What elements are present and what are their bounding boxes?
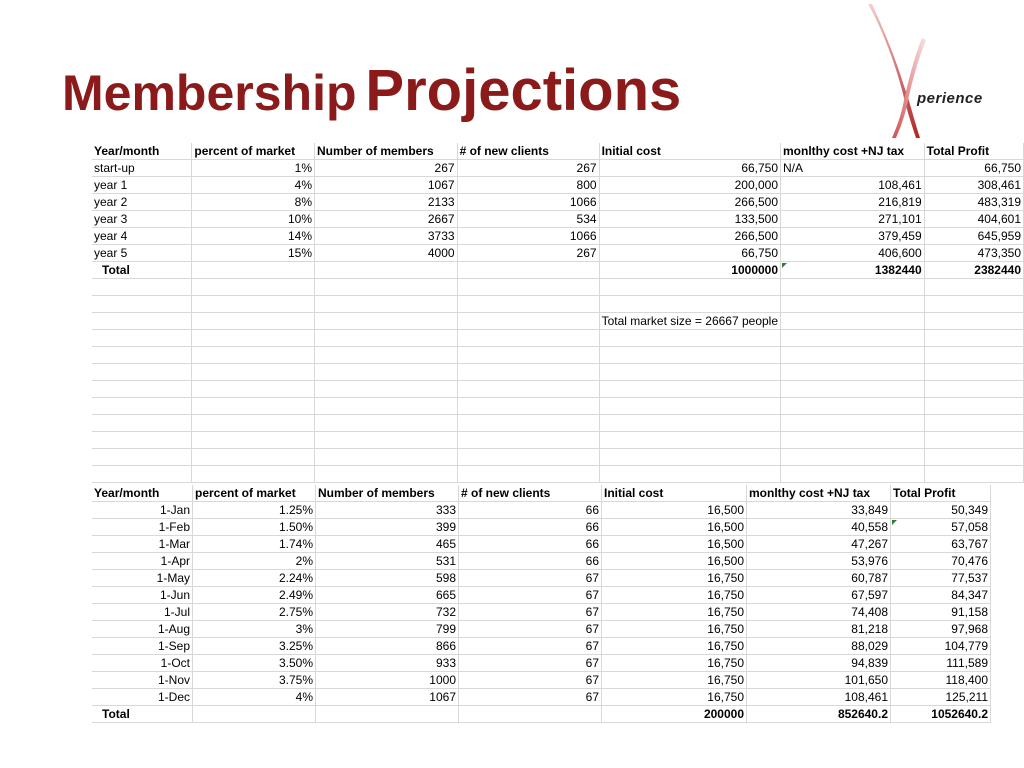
table-cell: 800 bbox=[457, 177, 599, 194]
table-cell: 1.74% bbox=[193, 536, 316, 553]
table-row bbox=[92, 672, 991, 689]
table-row bbox=[92, 655, 991, 672]
table-cell: 1-Mar bbox=[92, 536, 193, 553]
empty-cell bbox=[457, 381, 599, 398]
table-row bbox=[92, 638, 991, 655]
total-monthly-cost: 852640.2 bbox=[747, 706, 891, 723]
empty-cell bbox=[315, 279, 458, 296]
table-cell: 1.25% bbox=[193, 502, 316, 519]
table-cell: 1067 bbox=[316, 689, 459, 706]
logo-text: perience bbox=[917, 90, 983, 107]
empty-cell bbox=[92, 296, 192, 313]
total-label: Total bbox=[92, 706, 193, 723]
column-header: Number of members bbox=[315, 143, 458, 160]
table-cell: start-up bbox=[92, 160, 192, 177]
empty-cell bbox=[315, 381, 458, 398]
empty-cell bbox=[924, 364, 1023, 381]
table-cell: 16,750 bbox=[602, 604, 747, 621]
table-cell: 1-Feb bbox=[92, 519, 193, 536]
table-cell: 404,601 bbox=[924, 211, 1023, 228]
empty-cell bbox=[192, 296, 315, 313]
empty-cell bbox=[599, 449, 780, 466]
empty-cell bbox=[599, 296, 780, 313]
table-cell: 379,459 bbox=[781, 228, 925, 245]
table-cell: 16,750 bbox=[602, 655, 747, 672]
table-cell: 308,461 bbox=[924, 177, 1023, 194]
empty-cell bbox=[599, 381, 780, 398]
empty-cell bbox=[92, 415, 192, 432]
table-cell: 74,408 bbox=[747, 604, 891, 621]
table-row bbox=[92, 553, 991, 570]
table-cell: 8% bbox=[192, 194, 315, 211]
column-header: monlthy cost +NJ tax bbox=[781, 143, 925, 160]
market-size-note: Total market size = 26667 people bbox=[599, 313, 780, 330]
table-cell: 534 bbox=[457, 211, 599, 228]
empty-cell bbox=[781, 364, 925, 381]
column-header: Initial cost bbox=[599, 143, 780, 160]
table-cell: 10% bbox=[192, 211, 315, 228]
empty-cell bbox=[92, 279, 192, 296]
table-row bbox=[92, 502, 991, 519]
table-cell: 1-Jul bbox=[92, 604, 193, 621]
empty-cell bbox=[781, 296, 925, 313]
empty-row bbox=[92, 466, 1024, 483]
empty-cell bbox=[781, 330, 925, 347]
table-cell: 1-Nov bbox=[92, 672, 193, 689]
table-cell: 1066 bbox=[457, 194, 599, 211]
table-cell: 16,500 bbox=[602, 553, 747, 570]
empty-cell bbox=[457, 415, 599, 432]
empty-cell bbox=[781, 279, 925, 296]
table-cell: 108,461 bbox=[747, 689, 891, 706]
table-cell: 84,347 bbox=[891, 587, 991, 604]
table-cell: 67,597 bbox=[747, 587, 891, 604]
table-cell: 3.50% bbox=[193, 655, 316, 672]
column-header: # of new clients bbox=[457, 143, 599, 160]
table-cell: 465 bbox=[316, 536, 459, 553]
table-cell: 333 bbox=[316, 502, 459, 519]
table-cell: year 3 bbox=[92, 211, 192, 228]
empty-cell bbox=[924, 381, 1023, 398]
table-cell: 531 bbox=[316, 553, 459, 570]
table-cell: N/A bbox=[781, 160, 925, 177]
table-row bbox=[92, 228, 1024, 245]
table-cell: 15% bbox=[192, 245, 315, 262]
column-header: # of new clients bbox=[459, 485, 602, 502]
table-cell: 1-Jun bbox=[92, 587, 193, 604]
column-header: Number of members bbox=[316, 485, 459, 502]
table-cell: 266,500 bbox=[599, 194, 780, 211]
empty-cell bbox=[92, 466, 192, 483]
table-cell: 483,319 bbox=[924, 194, 1023, 211]
table-cell: 66 bbox=[459, 519, 602, 536]
table-cell: 1% bbox=[192, 160, 315, 177]
empty-cell bbox=[192, 364, 315, 381]
empty-cell bbox=[192, 432, 315, 449]
table-cell: 67 bbox=[459, 587, 602, 604]
column-header: Year/month bbox=[92, 485, 193, 502]
empty-cell bbox=[192, 279, 315, 296]
table-cell: 77,537 bbox=[891, 570, 991, 587]
empty-cell bbox=[599, 279, 780, 296]
empty-cell bbox=[315, 432, 458, 449]
table-cell bbox=[457, 262, 599, 279]
total-row bbox=[92, 262, 1024, 279]
empty-cell bbox=[599, 432, 780, 449]
empty-cell bbox=[457, 466, 599, 483]
table-row bbox=[92, 519, 991, 536]
empty-cell bbox=[92, 347, 192, 364]
table-cell: 1066 bbox=[457, 228, 599, 245]
table-cell: 111,589 bbox=[891, 655, 991, 672]
empty-cell bbox=[599, 347, 780, 364]
empty-cell bbox=[315, 313, 458, 330]
table-row bbox=[92, 587, 991, 604]
table-row bbox=[92, 177, 1024, 194]
empty-row bbox=[92, 279, 1024, 296]
empty-cell bbox=[315, 415, 458, 432]
empty-row bbox=[92, 398, 1024, 415]
empty-cell bbox=[192, 415, 315, 432]
total-row bbox=[92, 706, 991, 723]
table-cell: 266,500 bbox=[599, 228, 780, 245]
table-cell: 2133 bbox=[315, 194, 458, 211]
table-cell: 125,211 bbox=[891, 689, 991, 706]
table-cell: 267 bbox=[457, 245, 599, 262]
table-cell: 57,058 bbox=[891, 519, 991, 536]
empty-cell bbox=[457, 432, 599, 449]
table-cell: 1067 bbox=[315, 177, 458, 194]
empty-row bbox=[92, 432, 1024, 449]
table-cell bbox=[192, 262, 315, 279]
table-cell: 81,218 bbox=[747, 621, 891, 638]
empty-cell bbox=[924, 347, 1023, 364]
table-cell: 67 bbox=[459, 655, 602, 672]
table-cell: 66,750 bbox=[924, 160, 1023, 177]
empty-cell bbox=[92, 330, 192, 347]
table-cell: 473,350 bbox=[924, 245, 1023, 262]
table-cell: 1.50% bbox=[193, 519, 316, 536]
table-cell: 16,750 bbox=[602, 570, 747, 587]
table-cell: 216,819 bbox=[781, 194, 925, 211]
table-cell: 1-Sep bbox=[92, 638, 193, 655]
empty-cell bbox=[924, 313, 1023, 330]
empty-cell bbox=[92, 313, 192, 330]
empty-cell bbox=[192, 347, 315, 364]
empty-cell bbox=[192, 330, 315, 347]
empty-cell bbox=[781, 466, 925, 483]
annual-projection-table bbox=[92, 143, 1024, 483]
table-cell: 16,750 bbox=[602, 689, 747, 706]
empty-cell bbox=[457, 279, 599, 296]
table-cell: 3733 bbox=[315, 228, 458, 245]
table-cell: 66 bbox=[459, 553, 602, 570]
table-row bbox=[92, 211, 1024, 228]
table-row bbox=[92, 194, 1024, 211]
header-row bbox=[92, 485, 991, 502]
table-cell: 598 bbox=[316, 570, 459, 587]
column-header: Total Profit bbox=[891, 485, 991, 502]
empty-cell bbox=[924, 279, 1023, 296]
empty-row bbox=[92, 449, 1024, 466]
table-cell: 67 bbox=[459, 638, 602, 655]
table-cell: 16,750 bbox=[602, 587, 747, 604]
empty-row bbox=[92, 381, 1024, 398]
empty-cell bbox=[315, 449, 458, 466]
table-cell: 16,750 bbox=[602, 672, 747, 689]
table-cell: 70,476 bbox=[891, 553, 991, 570]
table-cell: 63,767 bbox=[891, 536, 991, 553]
table-cell: 4000 bbox=[315, 245, 458, 262]
empty-row bbox=[92, 364, 1024, 381]
table-cell: 665 bbox=[316, 587, 459, 604]
column-header: monlthy cost +NJ tax bbox=[747, 485, 891, 502]
header-row bbox=[92, 143, 1024, 160]
total-initial-cost: 200000 bbox=[602, 706, 747, 723]
empty-row bbox=[92, 347, 1024, 364]
table-cell: year 4 bbox=[92, 228, 192, 245]
table-cell: 866 bbox=[316, 638, 459, 655]
total-monthly-cost: 1382440 bbox=[781, 262, 925, 279]
table-cell: 399 bbox=[316, 519, 459, 536]
table-cell: 4% bbox=[193, 689, 316, 706]
empty-cell bbox=[924, 398, 1023, 415]
table-cell: 67 bbox=[459, 672, 602, 689]
empty-cell bbox=[599, 398, 780, 415]
table-cell: 67 bbox=[459, 621, 602, 638]
empty-cell bbox=[92, 398, 192, 415]
table-cell: year 1 bbox=[92, 177, 192, 194]
table-cell: 16,750 bbox=[602, 638, 747, 655]
table-cell: 1000 bbox=[316, 672, 459, 689]
table-cell: 2.75% bbox=[193, 604, 316, 621]
cell-marker-icon bbox=[892, 520, 897, 525]
total-initial-cost: 1000000 bbox=[599, 262, 780, 279]
table-cell: 47,267 bbox=[747, 536, 891, 553]
table-cell: 66 bbox=[459, 502, 602, 519]
table-cell: 2.49% bbox=[193, 587, 316, 604]
empty-cell bbox=[781, 347, 925, 364]
table-row bbox=[92, 604, 991, 621]
empty-cell bbox=[924, 466, 1023, 483]
table-cell: 1-Oct bbox=[92, 655, 193, 672]
column-header: percent of market bbox=[193, 485, 316, 502]
table-cell: 3.75% bbox=[193, 672, 316, 689]
table-cell: 1-May bbox=[92, 570, 193, 587]
column-header: Initial cost bbox=[602, 485, 747, 502]
total-profit: 1052640.2 bbox=[891, 706, 991, 723]
table-cell: 799 bbox=[316, 621, 459, 638]
cell-marker-icon bbox=[782, 263, 787, 268]
empty-cell bbox=[315, 398, 458, 415]
column-header: Total Profit bbox=[924, 143, 1023, 160]
table-cell: 101,650 bbox=[747, 672, 891, 689]
empty-cell bbox=[457, 449, 599, 466]
total-label: Total bbox=[92, 262, 192, 279]
title-word-projections: Projections bbox=[365, 58, 682, 123]
table-cell: 66,750 bbox=[599, 245, 780, 262]
table-cell bbox=[459, 706, 602, 723]
xperience-logo-icon bbox=[858, 2, 1024, 142]
empty-cell bbox=[192, 381, 315, 398]
empty-cell bbox=[457, 364, 599, 381]
empty-cell bbox=[781, 415, 925, 432]
table-cell: 14% bbox=[192, 228, 315, 245]
table-cell: 33,849 bbox=[747, 502, 891, 519]
empty-cell bbox=[924, 296, 1023, 313]
title-word-membership: Membership bbox=[62, 65, 357, 121]
empty-cell bbox=[924, 330, 1023, 347]
empty-cell bbox=[924, 449, 1023, 466]
column-header: Year/month bbox=[92, 143, 192, 160]
table-cell: 16,500 bbox=[602, 536, 747, 553]
empty-cell bbox=[92, 449, 192, 466]
table-cell bbox=[315, 262, 458, 279]
table-cell: 53,976 bbox=[747, 553, 891, 570]
empty-row bbox=[92, 296, 1024, 313]
table-cell: 66 bbox=[459, 536, 602, 553]
empty-cell bbox=[781, 313, 925, 330]
table-cell: 3% bbox=[193, 621, 316, 638]
table-cell: 271,101 bbox=[781, 211, 925, 228]
empty-cell bbox=[92, 364, 192, 381]
column-header: percent of market bbox=[192, 143, 315, 160]
table-cell: 16,500 bbox=[602, 519, 747, 536]
empty-cell bbox=[781, 381, 925, 398]
table-cell bbox=[193, 706, 316, 723]
table-cell: 60,787 bbox=[747, 570, 891, 587]
empty-cell bbox=[599, 364, 780, 381]
empty-cell bbox=[457, 313, 599, 330]
empty-cell bbox=[599, 415, 780, 432]
table-cell: 66,750 bbox=[599, 160, 780, 177]
table-cell: 16,750 bbox=[602, 621, 747, 638]
empty-cell bbox=[92, 381, 192, 398]
table-cell: 91,158 bbox=[891, 604, 991, 621]
table-cell: 200,000 bbox=[599, 177, 780, 194]
table-cell: 16,500 bbox=[602, 502, 747, 519]
empty-row bbox=[92, 330, 1024, 347]
table-cell: 1-Apr bbox=[92, 553, 193, 570]
empty-cell bbox=[457, 330, 599, 347]
table-cell: 2% bbox=[193, 553, 316, 570]
empty-cell bbox=[192, 398, 315, 415]
table-cell: 267 bbox=[315, 160, 458, 177]
table-cell: 50,349 bbox=[891, 502, 991, 519]
table-cell: 732 bbox=[316, 604, 459, 621]
monthly-projection-table bbox=[92, 485, 991, 723]
empty-cell bbox=[781, 398, 925, 415]
empty-row bbox=[92, 313, 1024, 330]
table-cell: 267 bbox=[457, 160, 599, 177]
empty-cell bbox=[92, 432, 192, 449]
table-cell: 4% bbox=[192, 177, 315, 194]
table-cell: year 5 bbox=[92, 245, 192, 262]
table-cell: 3.25% bbox=[193, 638, 316, 655]
empty-row bbox=[92, 415, 1024, 432]
empty-cell bbox=[192, 313, 315, 330]
table-cell: 1-Jan bbox=[92, 502, 193, 519]
empty-cell bbox=[924, 432, 1023, 449]
table-cell: 2667 bbox=[315, 211, 458, 228]
empty-cell bbox=[315, 466, 458, 483]
empty-cell bbox=[781, 449, 925, 466]
table-cell: 108,461 bbox=[781, 177, 925, 194]
empty-cell bbox=[315, 296, 458, 313]
empty-cell bbox=[192, 449, 315, 466]
table-row bbox=[92, 570, 991, 587]
table-cell bbox=[316, 706, 459, 723]
empty-cell bbox=[599, 330, 780, 347]
table-cell: 1-Aug bbox=[92, 621, 193, 638]
table-row bbox=[92, 536, 991, 553]
table-cell: 2.24% bbox=[193, 570, 316, 587]
empty-cell bbox=[457, 296, 599, 313]
table-cell: 97,968 bbox=[891, 621, 991, 638]
empty-cell bbox=[599, 466, 780, 483]
empty-cell bbox=[924, 415, 1023, 432]
table-cell: 933 bbox=[316, 655, 459, 672]
empty-cell bbox=[192, 466, 315, 483]
table-cell: 88,029 bbox=[747, 638, 891, 655]
page-title bbox=[62, 58, 682, 123]
table-cell: 118,400 bbox=[891, 672, 991, 689]
empty-cell bbox=[781, 432, 925, 449]
empty-cell bbox=[457, 347, 599, 364]
table-cell: 406,600 bbox=[781, 245, 925, 262]
empty-cell bbox=[315, 347, 458, 364]
table-cell: 67 bbox=[459, 570, 602, 587]
table-cell: 67 bbox=[459, 689, 602, 706]
table-cell: 94,839 bbox=[747, 655, 891, 672]
empty-cell bbox=[315, 364, 458, 381]
table-row bbox=[92, 689, 991, 706]
table-cell: 1-Dec bbox=[92, 689, 193, 706]
empty-cell bbox=[315, 330, 458, 347]
table-row bbox=[92, 245, 1024, 262]
table-cell: 645,959 bbox=[924, 228, 1023, 245]
table-row bbox=[92, 621, 991, 638]
table-cell: year 2 bbox=[92, 194, 192, 211]
table-cell: 133,500 bbox=[599, 211, 780, 228]
table-cell: 40,558 bbox=[747, 519, 891, 536]
empty-cell bbox=[457, 398, 599, 415]
table-row bbox=[92, 160, 1024, 177]
table-cell: 104,779 bbox=[891, 638, 991, 655]
table-cell: 67 bbox=[459, 604, 602, 621]
total-profit: 2382440 bbox=[924, 262, 1023, 279]
